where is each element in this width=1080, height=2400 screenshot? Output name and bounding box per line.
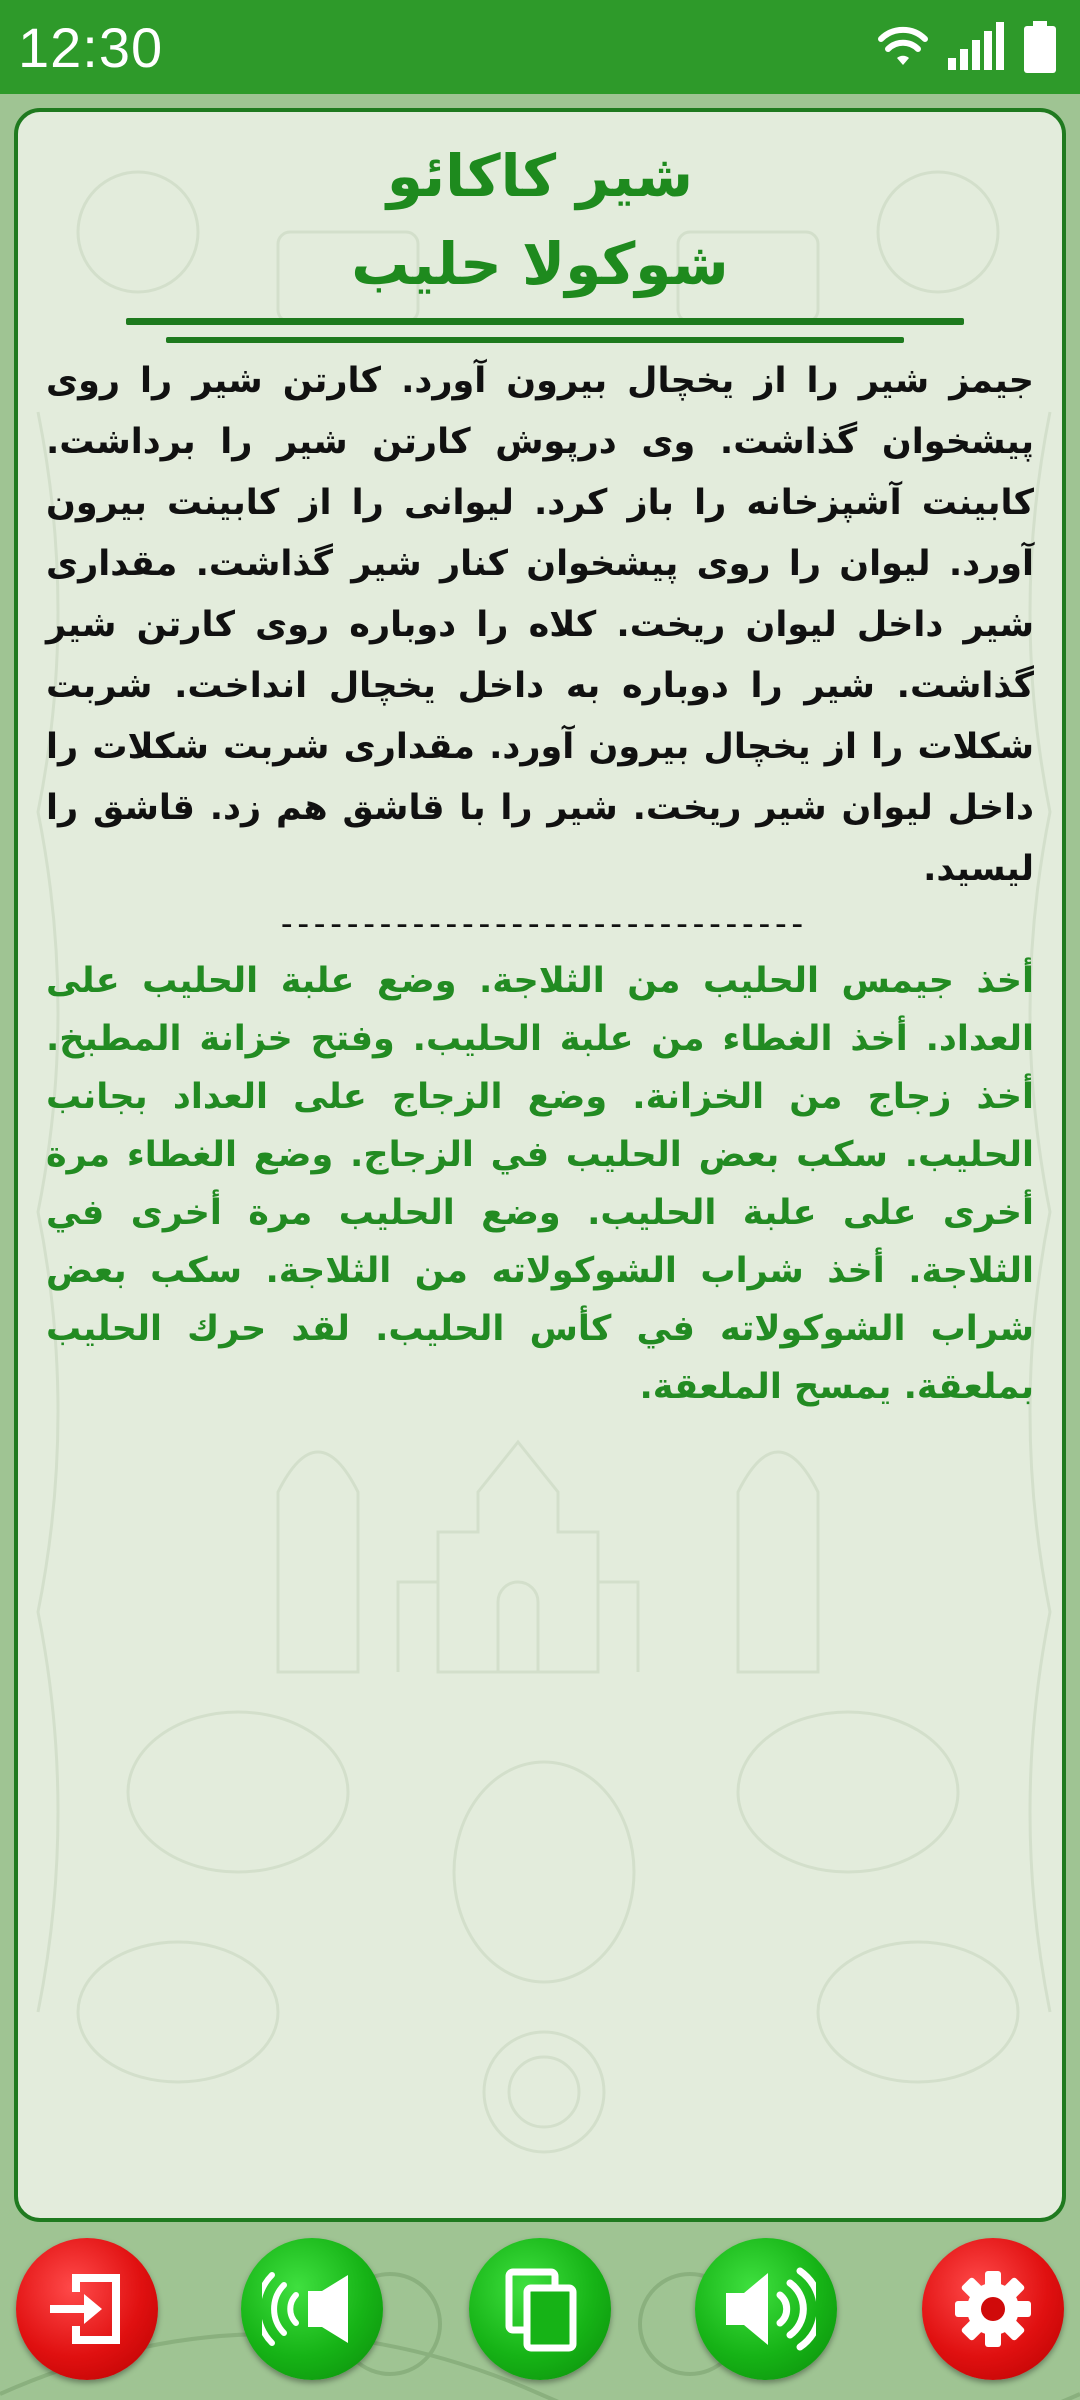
title-persian: شیر کاکائو [386, 142, 694, 210]
exit-button[interactable] [16, 2238, 158, 2380]
title-divider-top [126, 318, 964, 325]
wifi-icon [878, 25, 928, 69]
title-divider-bottom [166, 337, 904, 343]
play-stop-button[interactable] [241, 2238, 383, 2380]
gear-icon [948, 2264, 1038, 2354]
title-arabic: شوكولا حليب [351, 230, 729, 298]
copy-icon [495, 2264, 585, 2354]
persian-story-text: جیمز شیر را از یخچال بیرون آورد. کارتن شیر را روی پیشخوان گذاشت. وی درپوش کارتن شیر را برداشت. کابینت آشپزخانه را باز کرد. لیوانی را از کابینت بیرون آورد. لیوان را روی پیشخوان کنار شیر گذاشت. مقداری شیر داخل لیوان ریخت. کلاه را دوباره روی کارتن شیر گذاشت. شیر را دوباره به داخل یخچال انداخت. شربت شکلات را از یخچال بیرون آورد. مقداری شربت شکلات را داخل لیوان شیر ریخت. شیر را با قاشق هم زد. قاشق را لیسید. [46, 361, 1034, 889]
bottom-toolbar [0, 2222, 1080, 2400]
volume-icon [716, 2259, 816, 2359]
arabic-story-text: أخذ جيمس الحليب من الثلاجة. وضع علبة الحليب على العداد. أخذ الغطاء من علبة الحليب. وفتح خزانة المطبخ. أخذ زجاج من الخزانة. وضع الزجاج على العداد بجانب الحليب. سكب بعض الحليب في الزجاج. وضع الغطاء مرة أخرى على علبة الحليب. وضع الحليب مرة أخرى في الثلاجة. أخذ شراب الشوكولاته من الثلاجة. سكب بعض شراب الشوكولاته في كأس الحليب. لقد حرك الحليب بملعقة. يمسح الملعقة. [46, 961, 1034, 1407]
story-card [14, 108, 1066, 2222]
card-content [18, 112, 1062, 1416]
speaker-waves-icon [262, 2259, 362, 2359]
volume-button[interactable] [695, 2238, 837, 2380]
settings-button[interactable] [922, 2238, 1064, 2380]
signal-icon [946, 22, 1006, 72]
text-separator: -------------------------------- [276, 904, 804, 944]
exit-icon [42, 2264, 132, 2354]
status-time: 12:30 [18, 15, 164, 79]
copy-button[interactable] [469, 2238, 611, 2380]
status-icons [878, 21, 1056, 73]
status-bar [0, 0, 1080, 94]
battery-icon [1024, 21, 1056, 73]
